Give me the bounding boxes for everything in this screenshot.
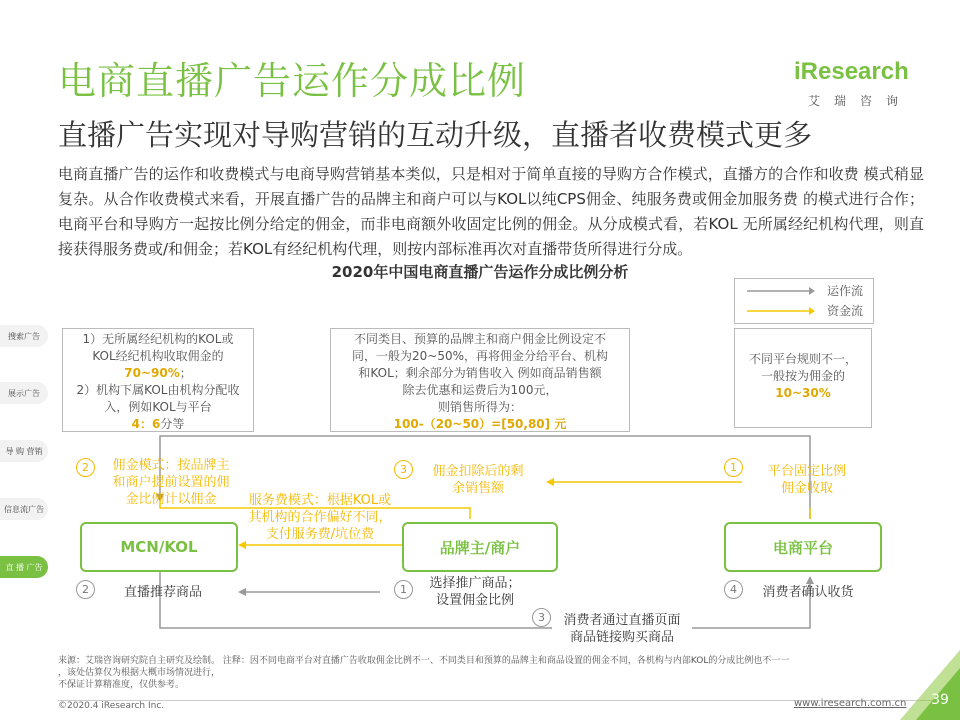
commission-mode-l3: 金比例计以佣金	[125, 492, 217, 507]
page-number: 39	[931, 692, 949, 708]
source-line3: 不保证计算精准度，仅供参考。	[58, 680, 185, 690]
step-badge-fund-2: 2	[76, 458, 95, 477]
kol-box-line2: KOL经纪机构收取佣金的	[92, 349, 224, 363]
source-line1: 来源：艾瑞咨询研究院自主研究及绘制。 注释：因不同电商平台对直播广告收取佣金比例不一、不同类目和预算的品牌主和商品设置的佣金不同，各机构与内部KOL的分成比例也不一一	[58, 656, 790, 666]
page-title: 电商直播广告运作分成比例	[58, 59, 527, 103]
brand-box-line2: 同，一般为20~50%，再将佣金分给平台、机构	[352, 349, 608, 363]
kol-box-line6: 分等	[160, 417, 185, 431]
step-badge-ops-4: 4	[724, 580, 743, 599]
select-l2: 设置佣金比例	[435, 593, 514, 608]
side-tab-shopping-guide[interactable]: 导 购 营销	[0, 440, 48, 462]
service-fee-note	[232, 492, 408, 543]
select-l1: 选择推广商品；	[429, 576, 521, 591]
brand-box-line3: 和KOL；剩余部分为销售收入 例如商品销售额	[358, 366, 602, 380]
service-l1: 服务费模式：根据KOL或	[248, 493, 392, 508]
remaining-sales-note	[418, 463, 538, 497]
brand-box-highlight: 100-（20~50）=[50,80] 元	[393, 417, 567, 431]
step-badge-fund-3: 3	[394, 460, 413, 479]
remaining-l1: 佣金扣除后的剩	[432, 464, 524, 479]
logo-text: iResearch	[794, 58, 909, 85]
copyright: ©2020.4 iResearch Inc.	[58, 701, 165, 711]
intro-paragraph: 电商直播广告的运作和收费模式与电商导购营销基本类似，只是相对于简单直接的导购方合作模式，直播方的合作和收费 模式稍显复杂。从合作收费模式来看，开展直播广告的品牌主和商户可以与KOL以纯CPS佣金、纯服务费或佣金加服务费 的模式进行合作；电商平台和导购方一起按比例分给定的佣金，而非电商额外收固定比例的佣金。从分成模式看，若KOL 无所属经纪机构代理，则直接获得服务费或/和佣金；若KOL有经纪机构代理，则按内部标准再次对直播带货所得进行分成。	[58, 165, 924, 258]
commission-mode-l2: 和商户提前设置的佣	[112, 475, 230, 490]
consumer-l1: 消费者通过直播页面	[563, 613, 681, 628]
brand-merchant-node: 品牌主/商户	[402, 522, 558, 572]
side-tab-display-ads[interactable]: 展示广告	[0, 382, 48, 404]
corner-decoration	[880, 650, 960, 720]
brand-box-line4: 除去优惠和运费后为100元，	[402, 383, 558, 397]
side-tab-live-ads[interactable]: 直 播 广告	[0, 556, 48, 578]
kol-box-line5: 入，例如KOL与平台	[104, 400, 212, 414]
chart-title: 2020年中国电商直播广告运作分成比例分析	[331, 263, 629, 281]
service-l2: 其机构的合作偏好不同，	[248, 510, 392, 525]
logo-cn: 艾瑞咨询	[808, 94, 913, 108]
service-l3: 支付服务费/坑位费	[265, 527, 375, 542]
step-badge-ops-2: 2	[76, 580, 95, 599]
commission-mode-note	[96, 457, 246, 508]
brand-box-line1: 不同类目、预算的品牌主和商户佣金比例设定不	[353, 332, 606, 346]
kol-box-line3: ；	[179, 366, 192, 380]
ecommerce-platform-node: 电商平台	[724, 522, 882, 572]
kol-box-line4: 2）机构下属KOL由机构分配收	[76, 383, 240, 397]
consumer-l2: 商品链接购买商品	[569, 630, 674, 645]
select-product-note	[420, 575, 530, 609]
legend-fund-label: 资金流	[827, 304, 864, 318]
kol-box-line1: 1）无所属经纪机构的KOL或	[82, 332, 234, 346]
source-line2: ，该处估算仅为根据大概市场情况进行，	[58, 668, 221, 678]
platform-fee-l2: 佣金收取	[780, 481, 833, 496]
platform-box-highlight: 10~30%	[775, 386, 831, 400]
kol-box-highlight2: 4：6	[131, 417, 161, 431]
website-link[interactable]: www.iresearch.com.cn	[794, 698, 907, 709]
platform-fee-l1: 平台固定比例	[767, 464, 846, 479]
source-note	[58, 655, 918, 691]
step-badge-fund-1: 1	[724, 458, 743, 477]
confirm-receipt-note: 消费者确认收货	[762, 585, 854, 600]
brand-box-line5: 则销售所得为：	[437, 400, 522, 414]
side-tab-feed-ads[interactable]: 信息流广告	[0, 498, 48, 520]
legend-ops-label: 运作流	[827, 284, 864, 298]
step-badge-ops-3: 3	[532, 608, 551, 627]
platform-box-line2: 一般按为佣金的	[760, 369, 845, 383]
mcn-kol-node: MCN/KOL	[80, 522, 238, 572]
platform-fee-note	[752, 463, 862, 497]
step-badge-ops-1: 1	[394, 580, 413, 599]
commission-mode-l1: 佣金模式：按品牌主	[112, 458, 230, 473]
consumer-purchase-note	[552, 612, 692, 646]
side-tab-search-ads[interactable]: 搜索广告	[0, 325, 48, 347]
live-recommend-note: 直播推荐商品	[123, 585, 202, 600]
kol-box-highlight1: 70~90%	[124, 366, 180, 380]
platform-box-line1: 不同平台规则不一，	[748, 352, 857, 366]
page-subtitle: 直播广告实现对导购营销的互动升级，直播者收费模式更多	[58, 118, 813, 152]
remaining-l2: 余销售额	[451, 481, 504, 496]
